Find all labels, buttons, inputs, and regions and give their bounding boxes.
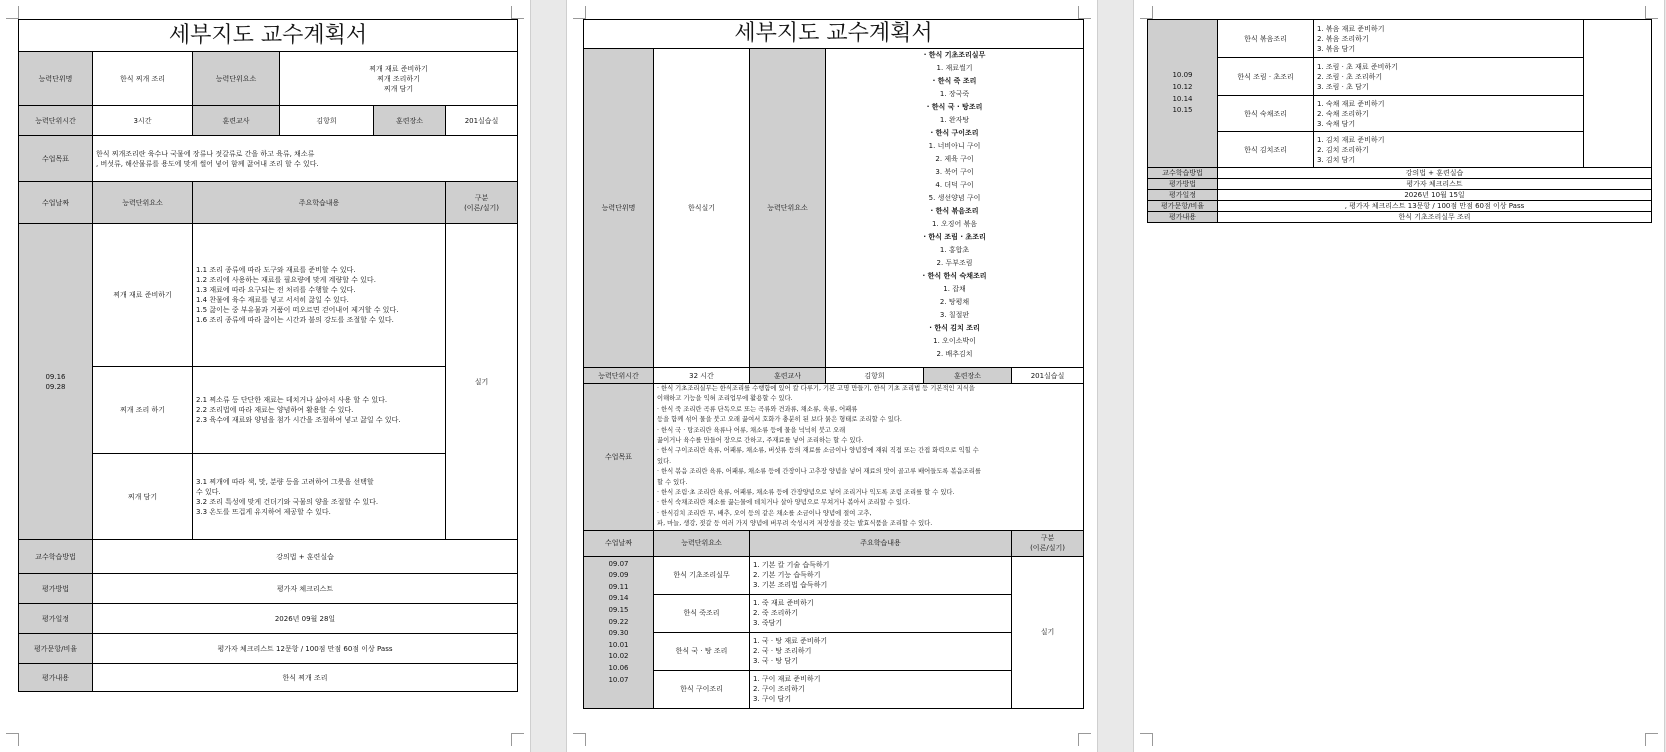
goal-line: · 한식김치 조리란 무, 배추, 오이 등의 같은 채소를 소금이나 양념에 절여 고추, <box>657 509 872 517</box>
element-item: · 한식 기초조리실무 <box>923 51 986 59</box>
date-item: 10.15 <box>1172 106 1193 115</box>
content-line: 1. 조림 · 초 재료 준비하기 <box>1317 62 1398 71</box>
content-line: 3. 숙채 담기 <box>1317 119 1356 128</box>
goal-line: 파, 마늘, 생강, 젓갈 등 여러 가지 양념에 버무려 숙성시켜 저장성을 갖는 발효식품을 조리할 수 있다. <box>657 520 933 528</box>
type-value: 실기 <box>1012 556 1084 708</box>
element-item: · 한식 국 · 탕조리 <box>926 103 983 111</box>
row-content <box>193 367 446 454</box>
header-element: 능력단위요소 <box>654 530 750 556</box>
goal-line: · 한식 기초조리실무는 한식조리를 수행함에 있어 칼 다루기, 기본 고명 만들기, 한식 기초 조리법 등 기본적인 지식을 <box>657 385 975 392</box>
criteria-value: , 평가자 체크리스트 13문항 / 100점 만점 60점 이상 Pass <box>1218 201 1652 212</box>
date-item: 09.30 <box>608 629 629 638</box>
element-item: 4. 더덕 구이 <box>935 181 974 189</box>
eval-label: 평가방법 <box>19 574 93 604</box>
row-content <box>193 224 446 367</box>
time-label: 능력단위시간 <box>584 368 654 384</box>
content-line: 3. 국 · 탕 담기 <box>753 657 798 666</box>
eval-date-value: 2026년 09월 28일 <box>93 604 518 634</box>
row-element: 찌개 재료 준비하기 <box>93 224 193 367</box>
crop-mark <box>511 6 524 19</box>
unit-value: 한식실기 <box>654 49 750 368</box>
method-label: 교수학습방법 <box>1148 168 1218 179</box>
content-line: 2. 김치 조리하기 <box>1317 145 1369 154</box>
content-line: 1.4 찬물에 육수 재료를 넣고 서서히 끓일 수 있다. <box>196 296 349 304</box>
teacher-label: 훈련교사 <box>193 106 280 136</box>
content-line: 1. 죽 재료 준비하기 <box>753 599 814 608</box>
goal-line: 한식 찌개조리란 육수나 국물에 장류나 젓갈류로 간을 하고 육류, 채소류 <box>96 149 315 158</box>
unit-value: 한식 찌개 조리 <box>93 52 193 106</box>
header-type <box>446 182 518 224</box>
header-content: 주요학습내용 <box>193 182 446 224</box>
date-item: 10.14 <box>1172 94 1193 103</box>
crop-mark <box>573 6 586 19</box>
element-item: 1. 오징어 볶음 <box>932 220 977 228</box>
content-line: 2. 조림 · 초 조리하기 <box>1317 72 1383 81</box>
eval-value: 평가자 체크리스트 <box>93 574 518 604</box>
content-line: 1.6 조리 종류에 따라 끓이는 시간과 불의 강도를 조절할 수 있다. <box>196 316 394 324</box>
content-line: 2.3 육수에 재료와 양념을 첨가 시간을 조절하여 넣고 끓일 수 있다. <box>196 416 401 424</box>
place-label: 훈련장소 <box>374 106 446 136</box>
content-line: 1. 기본 칼 기술 습득하기 <box>753 561 830 570</box>
row-content <box>193 454 446 540</box>
row-content <box>1314 58 1584 96</box>
element-item: 3. 칠절판 <box>939 311 970 319</box>
element-item: 2. 두부조림 <box>936 259 973 267</box>
element-item: · 한식 김치 조리 <box>929 324 980 332</box>
row-content <box>750 670 1012 708</box>
goal-line: 등을 함께 섞어 물을 붓고 오래 끓여서 호화가 충분히 된 보다 묽은 형태로 조리할 수 있다. <box>657 416 902 424</box>
method-value: 강의법 + 훈련실습 <box>93 540 518 574</box>
content-line: 1.3 재료에 따라 요구되는 전 처리를 수행할 수 있다. <box>196 286 356 294</box>
goal-line: 할 수 있다. <box>657 478 688 486</box>
element-list <box>826 49 1084 368</box>
date-item: 10.12 <box>1172 82 1193 91</box>
element-list <box>280 52 518 106</box>
unit-label: 능력단위명 <box>19 52 93 106</box>
row-content <box>750 594 1012 632</box>
type-value <box>1584 20 1652 168</box>
row-content <box>750 632 1012 670</box>
criteria-label: 평가문항/비율 <box>1148 201 1218 212</box>
date-item: 09.14 <box>608 594 629 603</box>
row-element: 한식 볶음조리 <box>1218 20 1314 58</box>
row-element: 찌개 조리 하기 <box>93 367 193 454</box>
date-item: 10.09 <box>1172 71 1193 80</box>
element-item: 찌개 재료 준비하기 <box>369 64 428 73</box>
place-value: 201실습실 <box>1012 368 1084 384</box>
crop-mark <box>511 733 524 746</box>
eval-content-label: 평가내용 <box>1148 212 1218 223</box>
eval-content-value: 한식 기초조리실무 조리 <box>1218 212 1652 223</box>
row-content <box>1314 132 1584 168</box>
content-line: 3. 조림 · 초 담기 <box>1317 82 1369 91</box>
content-line: 1. 볶음 재료 준비하기 <box>1317 24 1385 33</box>
criteria-label: 평가문항/비율 <box>19 634 93 664</box>
lesson-plan-table-continued <box>1147 19 1652 223</box>
date-item: 09.07 <box>608 559 629 568</box>
date-item: 09.28 <box>45 382 66 391</box>
content-line: 3.1 찌개에 따라 색, 맛, 분량 등을 고려하여 그릇을 선택할 <box>196 477 374 486</box>
goal-label: 수업목표 <box>584 384 654 531</box>
row-element: 한식 구이조리 <box>654 670 750 708</box>
content-line: 1. 구이 재료 준비하기 <box>753 675 821 684</box>
date-item: 09.11 <box>608 582 629 591</box>
crop-mark <box>6 733 19 746</box>
goal-line: · 한식 구이조리란 육류, 어패류, 채소류, 버섯류 등의 재료를 소금이나 양념장에 재워 직접 또는 간접 화력으로 익힐 수 <box>657 447 979 455</box>
element-item: 3. 북어 구이 <box>935 168 974 176</box>
element-item: 2. 제육 구이 <box>935 155 974 163</box>
content-line: 3. 기본 조리법 습득하기 <box>753 581 828 590</box>
crop-mark <box>1645 6 1658 19</box>
lesson-plan-table <box>18 19 518 692</box>
method-label: 교수학습방법 <box>19 540 93 574</box>
header-date: 수업날짜 <box>19 182 93 224</box>
element-item: · 한식 구이조리 <box>930 129 979 137</box>
date-cell <box>19 224 93 540</box>
goal-line: · 한식 죽 조리란 곡류 단독으로 또는 곡류와 견과류, 채소류, 육류, 어패류 <box>657 405 858 413</box>
element-item: 5. 생선양념 구이 <box>928 194 981 202</box>
content-line: 수 있다. <box>196 487 221 496</box>
element-item: · 한식 한식 숙채조리 <box>922 272 987 280</box>
row-content <box>1314 20 1584 58</box>
date-item: 09.09 <box>608 571 629 580</box>
crop-mark <box>1140 6 1153 19</box>
element-item: · 한식 볶음조리 <box>930 207 979 215</box>
header-type-line: (이론/실기) <box>464 203 499 212</box>
content-line: 2. 볶음 조리하기 <box>1317 34 1369 43</box>
time-value: 3시간 <box>93 106 193 136</box>
element-item: 찌개 담기 <box>383 84 414 93</box>
crop-mark <box>1140 733 1153 746</box>
goal-line: · 한식 볶음 조리란 육류, 어패류, 채소류 등에 간장이나 고추장 양념을 넣어 재료의 맛이 골고루 배어들도록 볶음조리를 <box>657 468 981 476</box>
eval-date-value: 2026년 10월 15일 <box>1218 190 1652 201</box>
element-item: 찌개 조리하기 <box>377 74 420 83</box>
element-label: 능력단위요소 <box>193 52 280 106</box>
date-cell <box>1148 20 1218 168</box>
element-item: 1. 홍합초 <box>939 246 970 254</box>
goal-line: 이해하고 기능을 익혀 조리업무에 활용할 수 있다. <box>657 395 793 403</box>
content-line: 2. 기본 기능 습득하기 <box>753 571 821 580</box>
content-line: 3.3 온도를 뜨겁게 유지하여 제공할 수 있다. <box>196 507 331 516</box>
row-content <box>1314 96 1584 132</box>
type-value: 실기 <box>446 224 518 540</box>
content-line: 2. 국 · 탕 조리하기 <box>753 647 812 656</box>
element-item: 1. 너비아니 구이 <box>928 142 981 150</box>
eval-date-label: 평가일정 <box>19 604 93 634</box>
row-element: 한식 조림 · 초조리 <box>1218 58 1314 96</box>
eval-label: 평가방법 <box>1148 179 1218 190</box>
header-type-line: (이론/실기) <box>1030 544 1065 553</box>
document-page-2 <box>567 0 1097 752</box>
header-type-line: 구분 <box>1040 534 1055 543</box>
content-line: 2. 숙채 조리하기 <box>1317 109 1369 118</box>
element-item: 1. 완자탕 <box>939 116 970 124</box>
eval-value: 평가자 체크리스트 <box>1218 179 1652 190</box>
header-date: 수업날짜 <box>584 530 654 556</box>
element-item: · 한식 조림 · 초조리 <box>923 233 986 241</box>
content-line: 3. 볶음 담기 <box>1317 44 1356 53</box>
page-title: 세부지도 교수계획서 <box>584 20 1084 49</box>
crop-mark <box>1645 733 1658 746</box>
goal-line: · 한식 숙채조리란 채소를 끓는물에 데치거나 살아 양념으로 무쳐거나 볶아서 조리할 수 있다. <box>657 499 911 507</box>
content-line: 2. 죽 조리하기 <box>753 609 798 618</box>
goal-line: 있다. <box>657 457 672 465</box>
content-line: 2. 구이 조리하기 <box>753 685 805 694</box>
lesson-plan-table <box>583 19 1084 709</box>
row-element: 한식 김치조리 <box>1218 132 1314 168</box>
teacher-label: 훈련교사 <box>750 368 826 384</box>
eval-content-value: 한식 찌개 조리 <box>93 664 518 692</box>
element-item: 1. 오이소박이 <box>933 337 976 345</box>
goal-line: · 한식 조림·초 조리란 육류, 어패류, 채소류 등에 간장양념으로 넣어 조리거나 익도록 조림 조리를 할 수 있다. <box>657 489 955 497</box>
goal-text <box>93 136 518 182</box>
content-line: 3. 죽담기 <box>753 619 783 628</box>
content-line: 3. 구이 담기 <box>753 695 792 704</box>
eval-content-label: 평가내용 <box>19 664 93 692</box>
goal-line: · 한식 국 · 탕조리란 육류나 어류, 채소류 등에 물을 넉넉히 붓고 오래 <box>657 426 846 434</box>
element-item: 1. 잡채 <box>943 285 966 293</box>
header-type <box>1012 530 1084 556</box>
unit-label: 능력단위명 <box>584 49 654 368</box>
goal-label: 수업목표 <box>19 136 93 182</box>
header-type-line: 구분 <box>474 193 489 202</box>
element-item: · 한식 죽 조리 <box>932 77 977 85</box>
goal-text <box>654 384 1084 531</box>
date-item: 09.16 <box>45 372 66 381</box>
date-item: 10.06 <box>608 664 629 673</box>
crop-mark <box>1078 733 1091 746</box>
teacher-value: 김항희 <box>826 368 924 384</box>
content-line: 3.2 조리 특성에 맞게 건더기와 국물의 양을 조절할 수 있다. <box>196 497 379 506</box>
time-label: 능력단위시간 <box>19 106 93 136</box>
criteria-value: 평가자 체크리스트 12문항 / 100점 만점 60점 이상 Pass <box>93 634 518 664</box>
date-item: 09.22 <box>608 617 629 626</box>
element-item: 1. 재료썰기 <box>936 64 973 72</box>
element-item: 1. 장국죽 <box>939 90 970 98</box>
date-item: 10.07 <box>608 675 629 684</box>
content-line: 1.1 조리 종류에 따라 도구와 재료를 준비할 수 있다. <box>196 266 356 274</box>
page-title: 세부지도 교수계획서 <box>19 20 518 52</box>
goal-line: , 버섯류, 해산물류를 용도에 맞게 썰어 넣어 함께 끓여내 조리 할 수 있다. <box>96 159 319 168</box>
content-line: 1.2 조리에 사용하는 재료를 필요량에 맞게 계량할 수 있다. <box>196 276 376 284</box>
element-label: 능력단위요소 <box>750 49 826 368</box>
date-item: 10.02 <box>608 652 629 661</box>
teacher-value: 김항희 <box>280 106 374 136</box>
content-line: 2.1 찌소류 등 단단한 재료는 데치거나 삶아서 사용 할 수 있다. <box>196 396 388 404</box>
place-value: 201실습실 <box>446 106 518 136</box>
header-element: 능력단위요소 <box>93 182 193 224</box>
content-line: 1.5 끓이는 중 부유물과 거품이 떠오르면 걷어내어 제거할 수 있다. <box>196 306 399 314</box>
content-line: 1. 숙채 재료 준비하기 <box>1317 99 1385 108</box>
row-element: 한식 기초조리실무 <box>654 556 750 594</box>
document-page-1 <box>0 0 530 752</box>
content-line: 1. 국 · 탕 재료 준비하기 <box>753 637 828 646</box>
row-content <box>750 556 1012 594</box>
crop-mark <box>1078 6 1091 19</box>
place-label: 훈련장소 <box>924 368 1012 384</box>
goal-line: 끓이거나 육수를 만들어 장으로 간하고, 주재료를 넣어 조리하는 할 수 있다. <box>657 437 864 445</box>
crop-mark <box>6 6 19 19</box>
row-element: 찌개 담기 <box>93 454 193 540</box>
method-value: 강의법 + 훈련실습 <box>1218 168 1652 179</box>
row-element: 한식 국 · 탕 조리 <box>654 632 750 670</box>
content-line: 2.2 조리법에 따라 재료는 양념하여 활용할 수 있다. <box>196 406 354 414</box>
date-cell <box>584 556 654 708</box>
header-content: 주요학습내용 <box>750 530 1012 556</box>
element-item: 2. 배추김치 <box>936 350 973 358</box>
crop-mark <box>573 733 586 746</box>
content-line: 3. 김치 담기 <box>1317 155 1356 164</box>
date-item: 09.15 <box>608 606 629 615</box>
document-page-3 <box>1134 0 1664 752</box>
content-line: 1. 김치 재료 준비하기 <box>1317 135 1385 144</box>
row-element: 한식 숙채조리 <box>1218 96 1314 132</box>
element-item: 2. 탕평채 <box>939 298 970 306</box>
date-item: 10.01 <box>608 640 629 649</box>
eval-date-label: 평가일정 <box>1148 190 1218 201</box>
time-value: 32 시간 <box>654 368 750 384</box>
row-element: 한식 죽조리 <box>654 594 750 632</box>
